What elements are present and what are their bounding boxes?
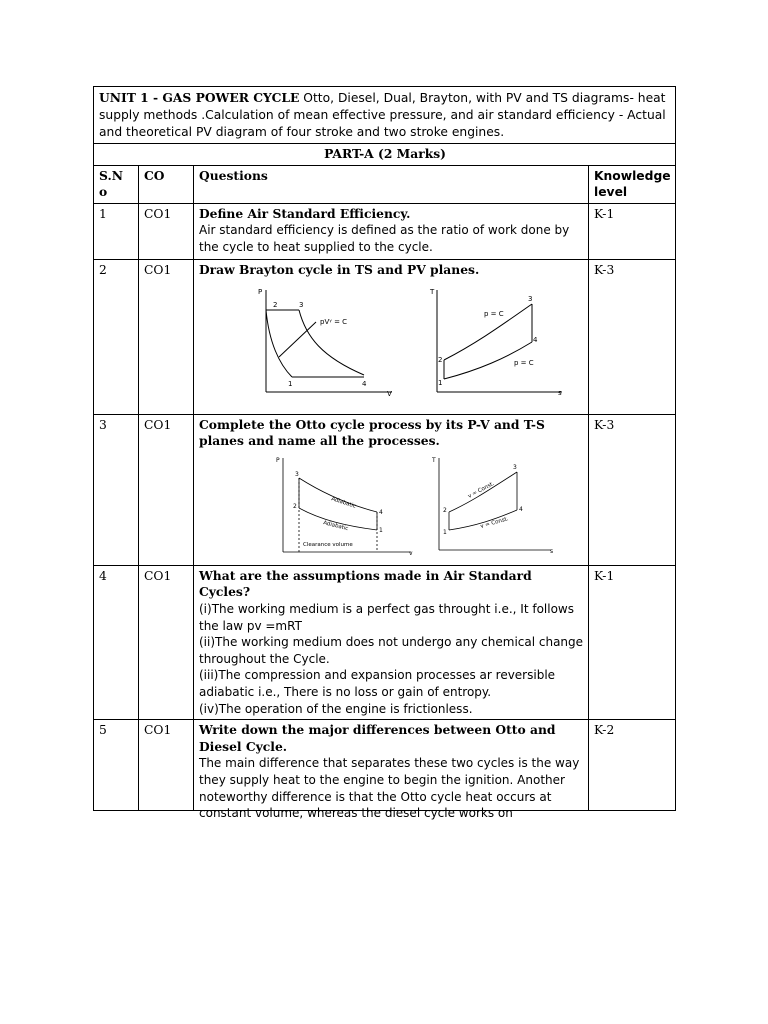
- table-row: [94, 565, 676, 719]
- answer-text: Air standard efficiency is defined as the ratio of work done by the cycle to heat supplied to the cycle.: [199, 223, 570, 254]
- row-co: CO1: [139, 259, 194, 414]
- pv-point-2: 2: [273, 301, 278, 310]
- row-sno: 2: [94, 259, 139, 414]
- part-title: PART-A (2 Marks): [94, 144, 676, 166]
- row-sno: 3: [94, 414, 139, 565]
- unit-header-row: [94, 87, 676, 144]
- brayton-diagrams: [244, 282, 584, 402]
- row-sno: 4: [94, 565, 139, 719]
- question-clip: [199, 722, 584, 821]
- row-sno: 1: [94, 203, 139, 259]
- pv-point-4: 4: [362, 380, 367, 389]
- table-row: [94, 259, 676, 414]
- row-level: K-1: [589, 565, 676, 719]
- unit-header-cell: [94, 87, 676, 144]
- row-question-cell: [194, 720, 589, 821]
- otto-ts-axis-t: T: [432, 456, 436, 464]
- row-question-cell: [194, 203, 589, 259]
- part-row: [94, 144, 676, 166]
- pv-point-3: 3: [299, 301, 304, 310]
- otto-pv-point-4: 4: [379, 508, 383, 516]
- pv-curve-label: pVᵞ = C: [320, 318, 348, 327]
- row-level: K-3: [589, 414, 676, 565]
- ts-point-2: 2: [438, 356, 443, 365]
- otto-ts-upper-label: v = Const.: [467, 480, 496, 500]
- question-text: Define Air Standard Efficiency.: [199, 205, 411, 221]
- question-text: Draw Brayton cycle in TS and PV planes.: [199, 261, 480, 277]
- otto-ts-axis-s: s: [550, 547, 554, 555]
- otto-pv-point-2: 2: [293, 502, 297, 510]
- otto-ts-point-4: 4: [519, 505, 523, 513]
- row-question-cell: [194, 259, 589, 414]
- otto-ts-lower-label: v = Const.: [479, 516, 510, 530]
- ts-upper-label: p = C: [484, 310, 504, 319]
- ts-lower-label: p = C: [514, 359, 534, 368]
- pv-point-1: 1: [288, 380, 293, 389]
- ts-point-3: 3: [528, 295, 533, 304]
- otto-pv-upper-label: Adiabatic: [330, 496, 357, 510]
- row-co: CO1: [139, 414, 194, 565]
- unit-title: UNIT 1 - GAS POWER CYCLE: [99, 90, 300, 105]
- question-text: Write down the major differences between Otto and Diesel Cycle.: [199, 722, 556, 754]
- row-question-cell: [194, 414, 589, 565]
- row-level: K-1: [589, 203, 676, 259]
- otto-ts-diagram: [439, 458, 551, 550]
- brayton-pv-diagram: [266, 290, 392, 392]
- row-level: K-3: [589, 259, 676, 414]
- row-co: CO1: [139, 203, 194, 259]
- otto-diagrams: [271, 454, 571, 558]
- otto-pv-clearance-label: Clearance volume: [303, 541, 353, 548]
- unit-description: Otto, Diesel, Dual, Brayton, with PV and TS diagrams- heat supply methods .Calculation of mean effective pressure, and air standard efficiency - Actual and theoretical PV diagram of four stroke and two stroke engines.: [99, 91, 666, 139]
- otto-ts-point-2: 2: [443, 506, 447, 514]
- table-row: [94, 720, 676, 811]
- otto-pv-axis-v: v: [409, 549, 413, 557]
- otto-pv-point-1: 1: [379, 526, 383, 534]
- ts-axis-s: s: [558, 389, 562, 398]
- otto-ts-point-3: 3: [513, 463, 517, 471]
- question-bank-table: [93, 86, 676, 821]
- answer-text: The main difference that separates these two cycles is the way they supply heat to the engine to begin the ignition. Another noteworthy difference is that the Otto cycle heat occurs at constant volume, whereas the diesel cycle works on: [199, 756, 580, 821]
- row-co: CO1: [139, 565, 194, 719]
- table-row: [94, 414, 676, 565]
- table-row: [94, 203, 676, 259]
- row-level: K-2: [589, 720, 676, 811]
- ts-axis-t: T: [430, 288, 435, 297]
- column-sno: S.N o: [94, 165, 139, 203]
- answer-item: (iv)The operation of the engine is frictionless.: [199, 701, 473, 716]
- otto-pv-point-3: 3: [295, 470, 299, 478]
- question-text: Complete the Otto cycle process by its P-V and T-S planes and name all the processes.: [199, 416, 545, 449]
- column-knowledge-level: Knowledge level: [589, 165, 676, 203]
- pv-axis-v: V: [387, 390, 392, 399]
- answer-item: (ii)The working medium does not undergo any chemical change throughout the Cycle.: [199, 635, 584, 666]
- question-text: What are the assumptions made in Air Standard Cycles?: [199, 567, 532, 600]
- brayton-ts-diagram: [437, 290, 562, 392]
- pv-axis-p: P: [258, 288, 263, 297]
- row-question-cell: [194, 565, 589, 719]
- answer-item: (iii)The compression and expansion processes ar reversible adiabatic i.e., There is no loss or gain of entropy.: [199, 668, 556, 699]
- column-header-row: [94, 165, 676, 203]
- otto-ts-point-1: 1: [443, 528, 447, 536]
- row-sno: 5: [94, 720, 139, 811]
- answer-item: (i)The working medium is a perfect gas throught i.e., It follows the law pv =mRT: [199, 601, 574, 633]
- ts-point-1: 1: [438, 379, 443, 388]
- otto-pv-lower-label: Adiabatic: [322, 520, 349, 533]
- column-co: CO: [139, 165, 194, 203]
- column-questions: Questions: [194, 165, 589, 203]
- row-co: CO1: [139, 720, 194, 811]
- ts-point-4: 4: [533, 336, 538, 345]
- otto-pv-axis-p: P: [276, 456, 280, 464]
